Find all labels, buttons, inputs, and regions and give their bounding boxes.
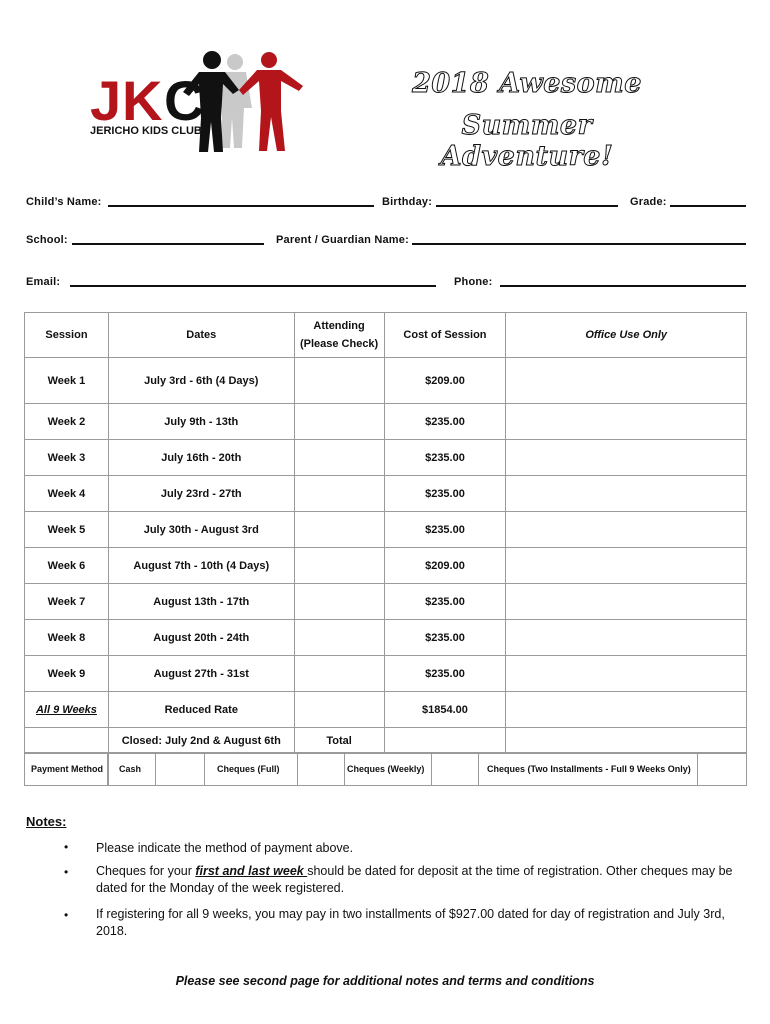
cheques-weekly-checkbox[interactable]	[431, 753, 479, 785]
cost-cell: $235.00	[384, 512, 506, 548]
footer-note: Please see second page for additional notes and terms and conditions	[175, 974, 595, 988]
office-use-cell	[506, 440, 747, 476]
dates-cell: August 20th - 24th	[108, 620, 294, 656]
table-row	[25, 512, 747, 548]
session-cell: Week 6	[25, 548, 109, 584]
dates-cell: August 7th - 10th (4 Days)	[108, 548, 294, 584]
cost-cell: $235.00	[384, 476, 506, 512]
table-row	[25, 404, 747, 440]
attending-checkbox[interactable]	[294, 692, 384, 728]
table-row	[25, 692, 747, 728]
header-attending-line1: Attending	[313, 320, 365, 332]
note-2	[96, 863, 736, 897]
cash-label: Cash	[119, 764, 142, 774]
closed-row	[25, 728, 747, 754]
dates-cell: Reduced Rate	[108, 692, 294, 728]
office-use-cell	[506, 656, 747, 692]
session-cell: Week 5	[25, 512, 109, 548]
table-header-row	[25, 313, 747, 358]
session-cell: Week 8	[25, 620, 109, 656]
cheques-two-label: Cheques (Two Installments - Full 9 Weeks Only)	[487, 764, 691, 774]
header-office-use: Office Use Only	[506, 313, 747, 358]
logo-subtitle: JERICHO KIDS CLUB	[90, 125, 202, 137]
session-cell: Week 7	[25, 584, 109, 620]
table-row	[25, 476, 747, 512]
title-line-2: Summer Adventure!	[440, 110, 614, 172]
phone-field[interactable]	[500, 285, 746, 287]
divider	[107, 753, 109, 785]
schedule-table	[24, 312, 747, 754]
total-value[interactable]	[384, 728, 506, 754]
dates-cell: August 27th - 31st	[108, 656, 294, 692]
cheques-full-label: Cheques (Full)	[217, 764, 280, 774]
phone-label: Phone:	[454, 276, 493, 288]
attending-checkbox[interactable]	[294, 476, 384, 512]
dates-cell: July 3rd - 6th (4 Days)	[108, 358, 294, 404]
session-cell: Week 4	[25, 476, 109, 512]
attending-checkbox[interactable]	[294, 584, 384, 620]
attending-checkbox[interactable]	[294, 620, 384, 656]
birthday-field[interactable]	[436, 205, 618, 207]
logo-letter-j: J	[90, 69, 122, 132]
attending-checkbox[interactable]	[294, 512, 384, 548]
cheques-weekly-label: Cheques (Weekly)	[347, 764, 425, 774]
bullet-icon: •	[64, 908, 69, 922]
office-use-cell	[506, 476, 747, 512]
cheques-two-checkbox[interactable]	[697, 753, 746, 785]
cost-cell: $235.00	[384, 656, 506, 692]
table-row	[25, 620, 747, 656]
dates-cell: July 30th - August 3rd	[108, 512, 294, 548]
attending-checkbox[interactable]	[294, 656, 384, 692]
note-2-post: should be dated for deposit at the time of registration. Other cheques may be dated for the Monday of the week registered.	[96, 864, 733, 895]
cash-checkbox[interactable]	[155, 753, 205, 785]
office-use-cell	[506, 620, 747, 656]
table-row	[25, 440, 747, 476]
total-label: Total	[294, 728, 384, 754]
email-label: Email:	[26, 276, 61, 288]
jkc-logo-graphic	[88, 48, 316, 160]
note-3: If registering for all 9 weeks, you may pay in two installments of $927.00 dated for day of registration and July 3rd, 2018.	[96, 907, 725, 938]
note-2-pre: Cheques for your	[96, 864, 196, 878]
cost-cell: $1854.00	[384, 692, 506, 728]
parent-field[interactable]	[412, 243, 746, 245]
payment-method-row	[24, 752, 747, 786]
table-row	[25, 358, 747, 404]
closed-blank	[25, 728, 109, 754]
cost-cell: $235.00	[384, 584, 506, 620]
bullet-icon: •	[64, 840, 69, 854]
cheques-full-checkbox[interactable]	[297, 753, 345, 785]
grade-field[interactable]	[670, 205, 746, 207]
cost-cell: $209.00	[384, 358, 506, 404]
office-use-cell	[506, 358, 747, 404]
header-cost: Cost of Session	[384, 313, 506, 358]
attending-checkbox[interactable]	[294, 358, 384, 404]
email-field[interactable]	[70, 285, 436, 287]
office-use-cell	[506, 692, 747, 728]
session-cell: All 9 Weeks	[25, 692, 109, 728]
title-line-1: 2018 Awesome	[412, 68, 642, 99]
session-cell: Week 9	[25, 656, 109, 692]
school-field[interactable]	[72, 243, 264, 245]
office-use-cell	[506, 548, 747, 584]
closed-note: Closed: July 2nd & August 6th	[108, 728, 294, 754]
dates-cell: July 16th - 20th	[108, 440, 294, 476]
cost-cell: $235.00	[384, 440, 506, 476]
cost-cell: $209.00	[384, 548, 506, 584]
birthday-label: Birthday:	[382, 196, 433, 208]
parent-label: Parent / Guardian Name:	[276, 234, 409, 246]
child-name-field[interactable]	[108, 205, 374, 207]
school-label: School:	[26, 234, 68, 246]
attending-checkbox[interactable]	[294, 440, 384, 476]
note-1: Please indicate the method of payment above.	[96, 841, 354, 855]
child-name-label: Child’s Name:	[26, 196, 102, 208]
attending-checkbox[interactable]	[294, 404, 384, 440]
grade-label: Grade:	[630, 196, 667, 208]
session-cell: Week 2	[25, 404, 109, 440]
header-attending-line2: (Please Check)	[299, 338, 379, 350]
office-use-cell	[506, 512, 747, 548]
office-use-cell	[506, 404, 747, 440]
cost-cell: $235.00	[384, 404, 506, 440]
attending-checkbox[interactable]	[294, 548, 384, 584]
session-cell: Week 1	[25, 358, 109, 404]
dates-cell: August 13th - 17th	[108, 584, 294, 620]
header-attending	[294, 313, 384, 358]
table-row	[25, 584, 747, 620]
total-office-blank	[506, 728, 747, 754]
dates-cell: July 23rd - 27th	[108, 476, 294, 512]
office-use-cell	[506, 584, 747, 620]
cost-cell: $235.00	[384, 620, 506, 656]
logo-letter-k: K	[122, 69, 163, 132]
note-2-emphasis: first and last week	[195, 864, 308, 878]
dates-cell: July 9th - 13th	[108, 404, 294, 440]
table-row	[25, 656, 747, 692]
logo-letter-c: C	[164, 69, 205, 132]
session-cell: Week 3	[25, 440, 109, 476]
notes-heading: Notes:	[26, 814, 67, 829]
bullet-icon: •	[64, 865, 69, 879]
header-session: Session	[25, 313, 109, 358]
payment-method-label: Payment Method	[31, 764, 104, 774]
table-row	[25, 548, 747, 584]
jkc-logo	[88, 48, 316, 160]
header-dates: Dates	[108, 313, 294, 358]
